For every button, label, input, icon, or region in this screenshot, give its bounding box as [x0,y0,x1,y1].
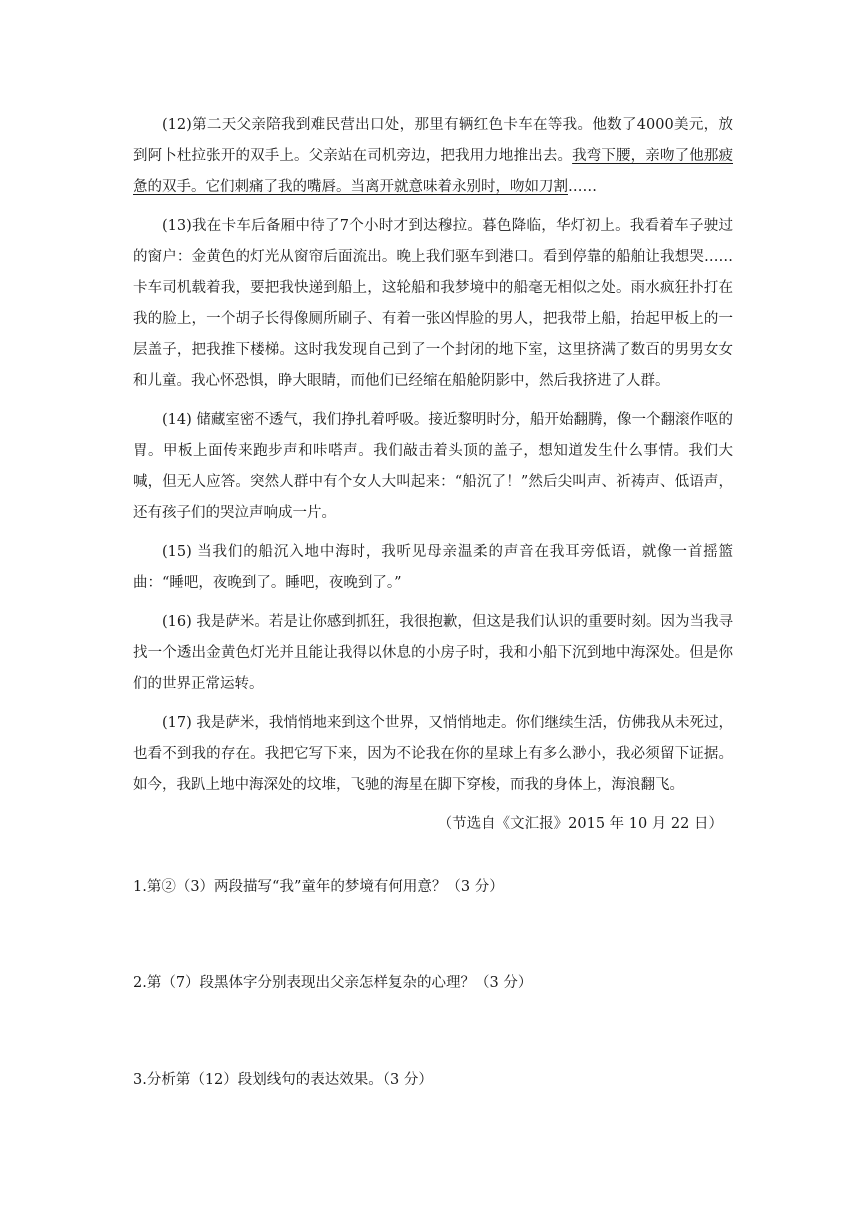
paragraph-12 [133,110,733,203]
paragraph-14: (14) 储藏室密不透气，我们挣扎着呼吸。接近黎明时分，船开始翻腾，像一个翻滚作呕的胃。甲板上面传来跑步声和咔嗒声。我们敲击着头顶的盖子，想知道发生什么事情。我们大喊，但无人应答。突然人群中有个女人大叫起来：“船沉了！”然后尖叫声、祈祷声、低语声，还有孩子们的哭泣声响成一片。 [133,412,733,521]
question-2: 2.第（7）段黑体字分别表现出父亲怎样复杂的心理？（3 分） [133,975,533,991]
underlined-sentence: 我弯下腰，亲吻了他那疲惫的双手。它们刺痛了我的嘴唇。当离开就意味着永别时，吻如刀割 [133,148,733,195]
paragraph-17: (17) 我是萨米，我悄悄地来到这个世界，又悄悄地走。你们继续生活，仿佛我从未死过，也看不到我的存在。我把它写下来，因为不论我在你的星球上有多么渺小，我必须留下证据。如今，我趴上地中海深处的坟堆，飞驰的海星在脚下穿梭，而我的身体上，海浪翻飞。 [133,715,733,793]
question-3: 3.分析第（12）段划线句的表达效果。（3 分） [133,1072,433,1088]
question-1: 1.第②（3）两段描写“我”童年的梦境有何用意？（3 分） [133,879,504,895]
paragraph-12-text: (12)第二天父亲陪我到难民营出口处，那里有辆红色卡车在等我。他数了4000美元，放到阿卜杜拉张开的双手上。父亲站在司机旁边，把我用力地推出去。 [133,117,733,164]
source-citation: （节选自《文汇报》2015 年 10 月 22 日） [437,816,723,832]
passage [133,110,733,840]
paragraph-16: (16) 我是萨米。若是让你感到抓狂，我很抱歉，但这是我们认识的重要时刻。因为当我寻找一个透出金黄色灯光并且能让我得以休息的小房子时，我和小船下沉到地中海深处。但是你们的世界正常运转。 [133,614,733,692]
paragraph-12-ellipsis: …… [568,179,597,195]
paragraph-15: (15) 当我们的船沉入地中海时，我听见母亲温柔的声音在我耳旁低语，就像一首摇篮曲：“睡吧，夜晚到了。睡吧，夜晚到了。” [133,544,733,591]
paragraph-13: (13)我在卡车后备厢中待了7个小时才到达穆拉。暮色降临，华灯初上。我看着车子驶过的窗户：金黄色的灯光从窗帘后面流出。晚上我们驱车到港口。看到停靠的船舶让我想哭……卡车司机载着我，要把我快递到船上，这轮船和我梦境中的船毫无相似之处。雨水疯狂扑打在我的脸上，一个胡子长得像厕所刷子、有着一张凶悍脸的男人，把我带上船，抬起甲板上的一层盖子，把我推下楼梯。这时我发现自己到了一个封闭的地下室，这里挤满了数百的男男女女和儿童。我心怀恐惧，睁大眼睛，而他们已经缩在船舱阴影中，然后我挤进了人群。 [133,218,733,389]
